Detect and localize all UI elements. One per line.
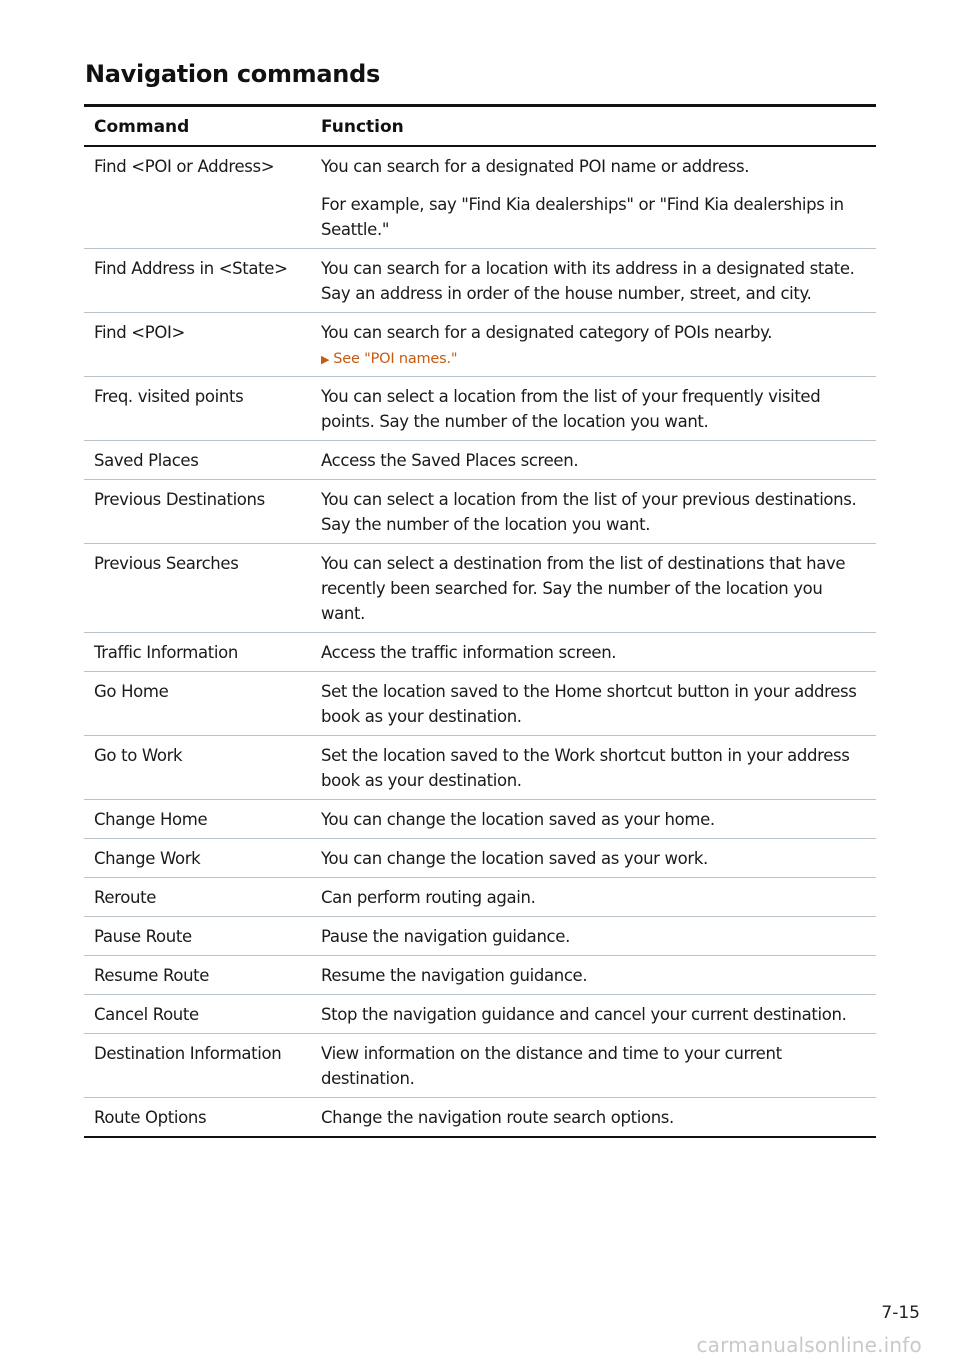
command-cell: Resume Route [94,966,210,985]
function-text: You can select a location from the list of your frequently visited points. Say the number of the location you want. [321,387,821,431]
function-text: You can change the location saved as your work. [321,849,708,868]
function-cell [311,1034,876,1098]
command-cell: Find <POI or Address> [94,157,275,176]
command-cell: Cancel Route [94,1005,199,1024]
function-cell [311,672,876,736]
function-cell [311,956,876,995]
table-row [84,956,876,995]
function-cell [311,480,876,544]
triangle-right-icon: ▶ [321,353,330,366]
table-row [84,1098,876,1138]
function-cell [311,441,876,480]
function-cell [311,878,876,917]
function-cell [311,249,876,313]
table-row [84,917,876,956]
function-text: Access the Saved Places screen. [321,451,579,470]
table-row [84,249,876,313]
function-text: You can select a destination from the list of destinations that have recently been searched for. Say the number of the location you want. [321,554,846,623]
function-text: Access the traffic information screen. [321,643,617,662]
function-cell [311,839,876,878]
table-header-row [84,106,876,147]
function-text: View information on the distance and time to your current destination. [321,1044,782,1088]
function-text: Change the navigation route search options. [321,1108,674,1127]
page-number: 7-15 [881,1303,920,1323]
function-cell [311,544,876,633]
table-row [84,995,876,1034]
table-row [84,633,876,672]
function-text: Resume the navigation guidance. [321,966,588,985]
function-cell [311,736,876,800]
function-cell [311,917,876,956]
command-cell: Go Home [94,682,169,701]
function-text: You can search for a designated POI name or address. [321,157,750,176]
column-header-function: Function [321,117,404,137]
function-cell [311,377,876,441]
function-text: You can search for a designated category of POIs nearby. [321,323,773,342]
see-reference-link[interactable] [321,349,870,370]
function-text: Set the location saved to the Work shortcut button in your address book as your destination. [321,746,850,790]
command-cell: Change Home [94,810,208,829]
command-cell: Previous Searches [94,554,239,573]
function-cell [311,1098,876,1138]
table-row [84,313,876,377]
command-cell: Route Options [94,1108,207,1127]
column-header-command: Command [94,117,190,137]
command-cell: Destination Information [94,1044,282,1063]
table-row [84,839,876,878]
command-cell: Previous Destinations [94,490,265,509]
function-text: You can change the location saved as your home. [321,810,715,829]
function-example-text: For example, say "Find Kia dealerships" or "Find Kia dealerships in Seattle." [321,195,844,239]
table-row [84,1034,876,1098]
function-text: You can select a location from the list of your previous destinations. Say the number of the location you want. [321,490,857,534]
command-cell: Change Work [94,849,201,868]
command-cell: Pause Route [94,927,192,946]
table-row [84,878,876,917]
command-cell: Go to Work [94,746,183,765]
table-row [84,800,876,839]
command-cell: Traffic Information [94,643,238,662]
table-header [84,106,876,147]
table-row [84,441,876,480]
function-text: Stop the navigation guidance and cancel your current destination. [321,1005,847,1024]
commands-table [84,104,876,1138]
table-body [84,146,876,1137]
function-cell [311,146,876,249]
table-row [84,480,876,544]
table-row [84,146,876,249]
function-text: Set the location saved to the Home shortcut button in your address book as your destination. [321,682,857,726]
function-text: Can perform routing again. [321,888,536,907]
function-cell [311,633,876,672]
see-reference-text: See "POI names." [333,351,458,367]
function-cell [311,800,876,839]
function-text: Pause the navigation guidance. [321,927,570,946]
table-row [84,544,876,633]
command-cell: Find <POI> [94,323,186,342]
page-title: Navigation commands [85,60,380,88]
table-row [84,672,876,736]
table-row [84,377,876,441]
watermark: carmanualsonline.info [696,1333,922,1357]
function-text: You can search for a location with its address in a designated state. Say an address in order of the house number, street, and city. [321,259,855,303]
command-cell: Freq. visited points [94,387,244,406]
function-cell [311,995,876,1034]
command-cell: Saved Places [94,451,199,470]
command-cell: Find Address in <State> [94,259,288,278]
function-cell [311,313,876,377]
table-row [84,736,876,800]
command-cell: Reroute [94,888,157,907]
